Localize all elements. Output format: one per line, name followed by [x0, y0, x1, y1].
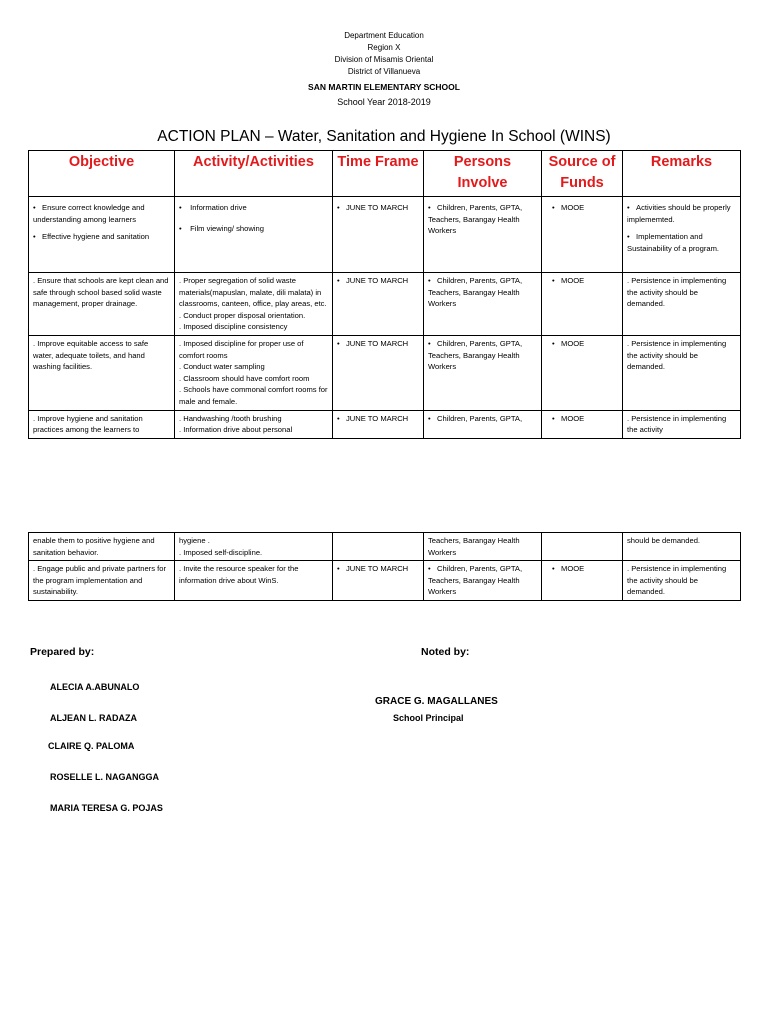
table-row	[29, 273, 741, 336]
header-region: Region X	[367, 43, 401, 52]
activities-cell	[175, 533, 333, 561]
objective-cell	[29, 335, 175, 410]
funds-text: MOOE	[561, 338, 585, 348]
funds-cell: • MOOE	[542, 335, 623, 410]
funds-cell: • MOOE	[542, 273, 623, 336]
remarks-text: . Persistence in implementing the activity should be demanded.	[627, 564, 727, 597]
header-persons-involve: Persons Involve	[424, 151, 542, 197]
remarks-cell	[623, 561, 741, 601]
objective-text: . Ensure that schools are kept clean and safe through school based solid waste management, proper drainage.	[33, 276, 169, 309]
preparer-name: ROSELLE L. NAGANGGA	[50, 772, 160, 782]
activity-text: . Information drive about personal	[179, 425, 293, 435]
time-frame-cell: • JUNE TO MARCH	[333, 410, 424, 438]
remarks-cell	[623, 410, 741, 438]
activity-text: Information drive	[190, 203, 247, 212]
funds-text: MOOE	[561, 276, 585, 285]
funds-text: MOOE	[561, 413, 585, 423]
activity-text: . Proper segregation of solid waste materials(mapuslan, malate, dili malata) in classrooms, canteen, office, play areas, etc.	[179, 276, 327, 309]
activity-text: . Imposed discipline consistency	[179, 322, 288, 332]
preparer-name: ALECIA A.ABUNALO	[50, 682, 140, 692]
remarks-text: should be demanded.	[627, 536, 701, 545]
action-plan-table	[28, 150, 741, 439]
funds-cell: • MOOE	[542, 410, 623, 438]
persons-text: Children, Parents, GPTA, Teachers, Barangay Health Workers	[428, 338, 523, 372]
principal-name: GRACE G. MAGALLANES	[375, 696, 498, 707]
activity-text: . Invite the resource speaker for the information drive about WinS.	[179, 564, 299, 585]
objective-text: . Improve hygiene and sanitation practices among the learners to	[33, 413, 143, 435]
action-plan-table-continued	[28, 532, 741, 601]
activity-text: . Classroom should have comfort room	[179, 373, 310, 383]
funds-text: MOOE	[561, 564, 585, 574]
persons-text: Children, Parents, GPTA, Teachers, Barangay Health Workers	[428, 203, 523, 236]
activity-text: . Conduct proper disposal orientation.	[179, 310, 306, 320]
prepared-by-label: Prepared by:	[30, 646, 95, 658]
header-time-frame: Time Frame	[333, 151, 424, 197]
header-objective: Objective	[29, 151, 175, 197]
activities-cell: • Information drive • Film viewing/ showing	[175, 197, 333, 273]
principal-title: School Principal	[393, 713, 464, 723]
persons-cell	[424, 533, 542, 561]
funds-cell	[542, 533, 623, 561]
table-row	[29, 561, 741, 601]
objective-cell	[29, 410, 175, 438]
persons-cell: • Children, Parents, GPTA, Teachers, Barangay Health Workers	[424, 561, 542, 601]
page-title: ACTION PLAN – Water, Sanitation and Hygiene In School (WINS)	[157, 128, 611, 145]
remarks-cell: • Activities should be properly implememted. • Implementation and Sustainability of a program.	[623, 197, 741, 273]
noted-by-label: Noted by:	[421, 646, 470, 658]
header-remarks: Remarks	[623, 151, 741, 197]
time-frame-text: JUNE TO MARCH	[346, 276, 409, 285]
objective-cell	[29, 561, 175, 601]
objective-cell	[29, 273, 175, 336]
header-activities: Activity/Activities	[175, 151, 333, 197]
activity-text: . Imposed discipline for proper use of comfort rooms	[179, 338, 304, 360]
preparer-name: MARIA TERESA G. POJAS	[50, 803, 163, 813]
persons-text: Children, Parents, GPTA, Teachers, Barangay Health Workers	[428, 276, 523, 309]
objective-cell	[29, 533, 175, 561]
funds-cell: • MOOE	[542, 197, 623, 273]
table-header-row	[29, 151, 741, 197]
time-frame-cell: • JUNE TO MARCH	[333, 561, 424, 601]
activity-text: . Schools have commonal comfort rooms for male and female.	[179, 385, 328, 406]
activities-cell	[175, 410, 333, 438]
remarks-cell	[623, 335, 741, 410]
activities-cell	[175, 273, 333, 336]
persons-text: Teachers, Barangay Health Workers	[428, 536, 520, 557]
activity-text: Film viewing/ showing	[190, 223, 264, 233]
remarks-text: . Persistence in implementing the activity should be demanded.	[627, 276, 727, 309]
objective-text: enable them to positive hygiene and sanitation behavior.	[33, 536, 155, 557]
activity-text: . Conduct water sampling	[179, 362, 265, 372]
time-frame-text: JUNE TO MARCH	[346, 564, 409, 574]
preparer-name: CLAIRE Q. PALOMA	[48, 741, 135, 751]
time-frame-cell: • JUNE TO MARCH	[333, 273, 424, 336]
persons-cell: • Children, Parents, GPTA, Teachers, Barangay Health Workers	[424, 335, 542, 410]
objective-text: Ensure correct knowledge and understanding among learners	[33, 203, 145, 224]
remarks-text: Activities should be properly implememted.	[627, 203, 731, 224]
funds-text: MOOE	[561, 203, 585, 212]
objective-text: . Improve equitable access to safe water, adequate toilets, and hand washing facilities.	[33, 338, 149, 372]
preparer-name: ALJEAN L. RADAZA	[50, 713, 137, 723]
activity-text: . Handwashing /tooth brushing	[179, 413, 282, 423]
header-division: Division of Misamis Oriental	[334, 55, 434, 64]
table-row	[29, 533, 741, 561]
header-department: Department Education	[344, 31, 424, 40]
time-frame-text: JUNE TO MARCH	[346, 203, 409, 212]
header-source-of-funds: Source of Funds	[542, 151, 623, 197]
time-frame-cell	[333, 533, 424, 561]
school-year: School Year 2018-2019	[337, 97, 431, 107]
persons-text: Children, Parents, GPTA,	[437, 413, 523, 423]
persons-cell: • Children, Parents, GPTA, Teachers, Barangay Health Workers	[424, 273, 542, 336]
objective-cell: • Ensure correct knowledge and understanding among learners • Effective hygiene and sanitation	[29, 197, 175, 273]
time-frame-text: JUNE TO MARCH	[346, 338, 409, 348]
persons-cell: • Children, Parents, GPTA, Teachers, Barangay Health Workers	[424, 197, 542, 273]
table-row	[29, 197, 741, 273]
header-district: District of Villanueva	[347, 67, 421, 76]
persons-cell: • Children, Parents, GPTA,	[424, 410, 542, 438]
time-frame-text: JUNE TO MARCH	[346, 413, 409, 423]
table-row	[29, 410, 741, 438]
activities-cell	[175, 335, 333, 410]
table-row	[29, 335, 741, 410]
remarks-cell	[623, 273, 741, 336]
remarks-cell	[623, 533, 741, 561]
activity-text: hygiene .	[179, 536, 210, 545]
activity-text: . Imposed self-discipline.	[179, 547, 263, 557]
activities-cell	[175, 561, 333, 601]
funds-cell: • MOOE	[542, 561, 623, 601]
time-frame-cell: • JUNE TO MARCH	[333, 197, 424, 273]
persons-text: Children, Parents, GPTA, Teachers, Barangay Health Workers	[428, 564, 523, 597]
time-frame-cell: • JUNE TO MARCH	[333, 335, 424, 410]
remarks-text: . Persistence in implementing the activity	[627, 413, 727, 435]
remarks-text: . Persistence in implementing the activity should be demanded.	[627, 338, 727, 372]
school-name: SAN MARTIN ELEMENTARY SCHOOL	[308, 82, 460, 92]
objective-text: . Engage public and private partners for the program implementation and sustainability.	[33, 564, 166, 597]
objective-text: Effective hygiene and sanitation	[42, 232, 150, 242]
remarks-text: Implementation and Sustainability of a program.	[627, 232, 720, 253]
